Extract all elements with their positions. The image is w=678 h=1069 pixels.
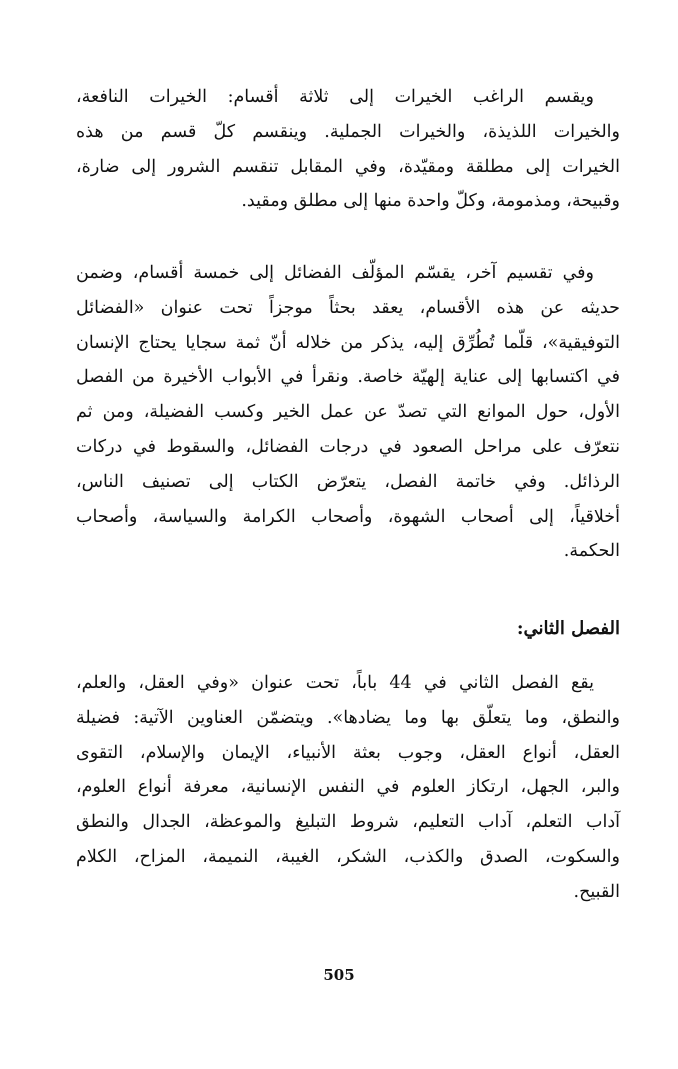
text-line: وفي تقسيم آخر، يقسّم المؤلّف الفضائل إلى خمسة أقسام، وضمن [76, 263, 594, 283]
text-line: والسكوت، الصدق والكذب، الشكر، الغيبة، النميمة، المزاح، الكلام [76, 846, 620, 867]
page-number: 505 [323, 966, 355, 984]
text-line: والخيرات اللذيذة، والخيرات الجملية. وينقسم كلّ قسم من هذه [76, 121, 620, 142]
text-line: آداب التعلم، آداب التعليم، شروط التبليغ والموعظة، الجدال والنطق [76, 812, 620, 833]
text-line: الأول، حول الموانع التي تصدّ عن عمل الخير وكسب الفضيلة، ومن ثم [76, 402, 620, 423]
text-line: الحكمة. [563, 541, 620, 562]
text-line: العقل، أنواع العقل، وجوب بعثة الأنبياء، الإيمان والإسلام، التقوى [76, 742, 620, 763]
text-line: حديثه عن هذه الأقسام، يعقد بحثاً موجزاً تحت عنوان «الفضائل [76, 297, 620, 318]
text-line: والبر، الجهل، ارتكاز العلوم في النفس الإنسانية، معرفة أنواع العلوم، [76, 777, 620, 798]
section-heading: الفصل الثاني: [516, 618, 620, 639]
paragraph-good-things-division [76, 80, 620, 219]
text-line: الخيرات إلى مطلقة ومقيّدة، وفي المقابل تنقسم الشرور إلى ضارة، [76, 156, 620, 177]
text-line: في اكتسابها إلى عناية إلهيّة خاصة. ونقرأ في الأبواب الأخيرة من الفصل [76, 367, 620, 388]
text-line: التوفيقية»، قلّما تُطُرِّق إليه، يذكر من خلاله أنّ ثمة سجايا يحتاج الإنسان [76, 332, 620, 353]
text-line: أخلاقياً، إلى أصحاب الشهوة، وأصحاب الكرامة والسياسة، وأصحاب [76, 506, 620, 527]
text-line: الرذائل. وفي خاتمة الفصل، يتعرّض الكتاب إلى تصنيف الناس، [76, 471, 620, 492]
text-line: نتعرّف على مراحل الصعود في درجات الفضائل، والسقوط في دركات [76, 436, 620, 457]
text-line: وقبيحة، ومذمومة، وكلّ واحدة منها إلى مطلق ومقيد. [241, 191, 620, 212]
text-line: يقع الفصل الثاني في 44 باباً، تحت عنوان «وفي العقل، والعلم، [76, 673, 595, 693]
text-line: والنطق، وما يتعلّق بها وما يضادها». ويتضمّن العناوين الآتية: فضيلة [76, 707, 620, 728]
paragraph-chapter-two [76, 666, 620, 910]
text-line: ويقسم الراغب الخيرات إلى ثلاثة أقسام: الخيرات النافعة، [76, 87, 594, 107]
text-line: القبيح. [573, 881, 620, 902]
paragraph-virtues-division [76, 256, 620, 569]
